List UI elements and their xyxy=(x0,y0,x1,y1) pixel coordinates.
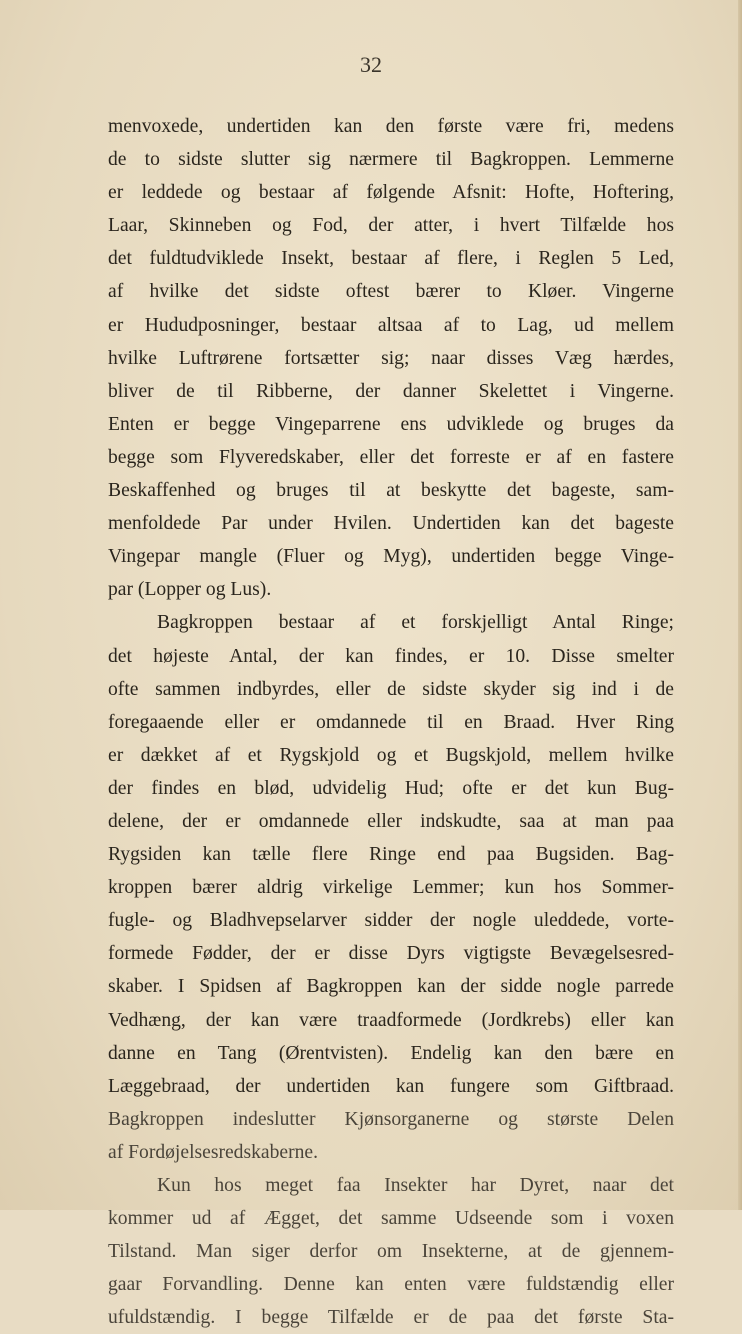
text-line: gaar Forvandling. Denne kan enten være fuldstændig eller xyxy=(108,1274,674,1296)
text-line: af Fordøjelsesredskaberne. xyxy=(108,1141,319,1163)
text-line: Enten er begge Vingeparrene ens udviklede og bruges da xyxy=(108,413,674,435)
text-line: foregaaende eller er omdannede til en Braad. Hver Ring xyxy=(108,711,674,733)
paragraph-start-line: Kun hos meget faa Insekter har Dyret, naar det xyxy=(157,1175,674,1196)
text-line: Bagkroppen indeslutter Kjønsorganerne og største Delen xyxy=(108,1108,674,1130)
text-line: Læggebraad, der undertiden kan fungere som Giftbraad. xyxy=(108,1075,674,1097)
text-line: Vingepar mangle (Fluer og Myg), undertiden begge Vinge- xyxy=(108,546,674,568)
text-line: skaber. I Spidsen af Bagkroppen kan der sidde nogle parrede xyxy=(108,976,674,998)
text-line: hvilke Luftrørene fortsætter sig; naar disses Væg hærdes, xyxy=(108,347,674,369)
text-line: danne en Tang (Ørentvisten). Endelig kan den bære en xyxy=(108,1042,674,1064)
text-line: Tilstand. Man siger derfor om Insekterne, at de gjennem- xyxy=(108,1241,674,1263)
text-line: Vedhæng, der kan være traadformede (Jordkrebs) eller kan xyxy=(108,1009,674,1031)
text-line: bliver de til Ribberne, der danner Skelettet i Vingerne. xyxy=(108,380,674,402)
text-line: par (Lopper og Lus). xyxy=(108,579,272,601)
text-line: de to sidste slutter sig nærmere til Bagkroppen. Lemmerne xyxy=(108,149,674,171)
text-line: er Hududposninger, bestaar altsaa af to Lag, ud mellem xyxy=(108,314,674,336)
text-line: kommer ud af Ægget, det samme Udseende som i voxen xyxy=(108,1208,674,1230)
text-line: fugle- og Bladhvepselarver sidder der nogle uleddede, vorte- xyxy=(108,910,674,932)
text-line: begge som Flyveredskaber, eller det forreste er af en fastere xyxy=(108,446,674,468)
text-line: menfoldede Par under Hvilen. Undertiden kan det bageste xyxy=(108,513,674,535)
page-number: 32 xyxy=(360,52,382,77)
paragraph-start-line: Bagkroppen bestaar af et forskjelligt Antal Ringe; xyxy=(157,612,674,634)
text-line: kroppen bærer aldrig virkelige Lemmer; kun hos Sommer- xyxy=(108,877,674,899)
text-line: menvoxede, undertiden kan den første være fri, medens xyxy=(108,116,674,137)
text-line: er dækket af et Rygskjold og et Bugskjold, mellem hvilke xyxy=(108,744,674,766)
text-line: Beskaffenhed og bruges til at beskytte det bageste, sam- xyxy=(108,480,674,502)
text-line: det fuldtudviklede Insekt, bestaar af flere, i Reglen 5 Led, xyxy=(108,248,674,270)
text-line: af hvilke det sidste oftest bærer to Kløer. Vingerne xyxy=(108,281,674,303)
page-edge xyxy=(738,0,742,1210)
text-line: delene, der er omdannede eller indskudte, saa at man paa xyxy=(108,810,674,832)
text-line: der findes en blød, udvidelig Hud; ofte er det kun Bug- xyxy=(108,777,674,799)
text-line: ufuldstændig. I begge Tilfælde er de paa det første Sta- xyxy=(108,1307,674,1329)
text-line: det højeste Antal, der kan findes, er 10. Disse smelter xyxy=(108,645,674,667)
text-line: er leddede og bestaar af følgende Afsnit: Hofte, Hoftering, xyxy=(108,182,674,204)
text-line: ofte sammen indbyrdes, eller de sidste skyder sig ind i de xyxy=(108,678,674,700)
text-line: Laar, Skinneben og Fod, der atter, i hvert Tilfælde hos xyxy=(108,215,674,237)
body-text xyxy=(108,110,674,1334)
text-line: formede Fødder, der er disse Dyrs vigtigste Bevægelsesred- xyxy=(108,943,674,965)
text-line: Rygsiden kan tælle flere Ringe end paa Bugsiden. Bag- xyxy=(108,844,674,866)
